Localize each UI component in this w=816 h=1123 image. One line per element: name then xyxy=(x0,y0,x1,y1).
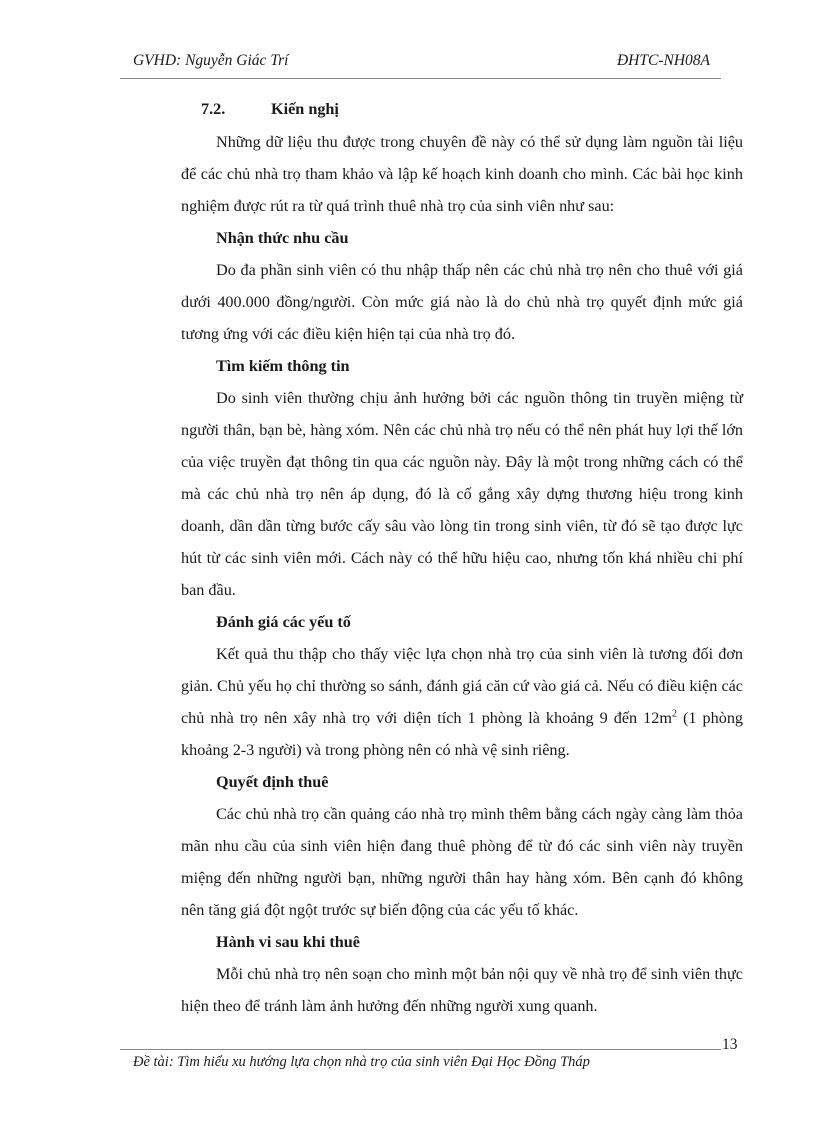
evaluation-text-1: Kết quả thu thập cho thấy việc lựa chọn nhà trọ của sinh viên là tương đối đơn giản. Chủ yếu họ chỉ thường so sánh, đánh giá căn cứ vào giá cả. Nếu có điều kiện các chủ nhà trọ nên xây nhà trọ với diện tích 1 phòng là khoảng 9 đến 12m xyxy=(181,645,743,727)
evaluation-text-2: (1 phòng khoảng 2-3 người) và trong phòng nên có nhà vệ sinh riêng. xyxy=(181,709,744,759)
intro-paragraph: Những dữ liệu thu được trong chuyên đề này có thể sử dụng làm nguồn tài liệu để các chủ nhà trọ tham khảo và lập kế hoạch kinh doanh cho mình. Các bài học kinh nghiệm được rút ra từ quá trình thuê nhà trọ của sinh viên như sau: xyxy=(181,133,743,215)
paragraph-info-search: Do sinh viên thường chịu ảnh hưởng bởi các nguồn thông tin truyền miệng từ người thân, bạn bè, hàng xóm. Nên các chủ nhà trọ nếu có thể nên phát huy lợi thế lớn của việc truyền đạt thông tin qua các nguồn này. Đây là một trong những cách có thể mà các chủ nhà trọ nên áp dụng, đó là cố gắng xây dựng thương hiệu trong kinh doanh, dần dần từng bước cấy sâu vào lòng tin trong sinh viên, từ đó sẽ tạo được lực hút từ các sinh viên mới. Cách này có thể hữu hiệu cao, nhưng tốn khá nhiều chi phí ban đầu. xyxy=(181,389,743,599)
header-divider xyxy=(120,78,721,79)
page-header xyxy=(133,52,710,72)
page-footer: Đề tài: Tìm hiểu xu hướng lựa chọn nhà trọ của sinh viên Đại Học Đồng Tháp xyxy=(133,1054,590,1070)
section-number: 7.2. xyxy=(201,100,226,118)
subheading-decision: Quyết định thuê xyxy=(216,773,329,791)
subheading-awareness: Nhận thức nhu cầu xyxy=(216,229,349,247)
area-superscript: 2 xyxy=(671,708,677,720)
subheading-post-rental: Hành vi sau khi thuê xyxy=(216,933,360,951)
header-advisor: GVHD: Nguyễn Giác Trí xyxy=(133,52,289,69)
paragraph-awareness: Do đa phần sinh viên có thu nhập thấp nên các chủ nhà trọ nên cho thuê với giá dưới 400.000 đồng/người. Còn mức giá nào là do chủ nhà trọ quyết định mức giá tương ứng với các điều kiện hiện tại của nhà trọ đó. xyxy=(181,261,743,343)
section-heading xyxy=(201,100,339,119)
subheading-evaluation: Đánh giá các yếu tố xyxy=(216,613,351,631)
subheading-info-search: Tìm kiếm thông tin xyxy=(216,357,350,375)
page-number: 13 xyxy=(722,1036,738,1053)
paragraph-post-rental: Mỗi chủ nhà trọ nên soạn cho mình một bản nội quy về nhà trọ để sinh viên thực hiện theo để tránh làm ảnh hưởng đến những người xung quanh. xyxy=(181,965,743,1015)
paragraph-decision: Các chủ nhà trọ cần quảng cáo nhà trọ mình thêm bằng cách ngày càng làm thỏa mãn nhu cầu của sinh viên hiện đang thuê phòng để từ đó các sinh viên này truyền miệng đến những người bạn, những người thân hay hàng xóm. Bên cạnh đó không nên tăng giá đột ngột trước sự biến động của các yếu tố khác. xyxy=(181,805,743,919)
header-class-code: ĐHTC-NH08A xyxy=(616,52,710,69)
footer-divider xyxy=(120,1049,721,1050)
paragraph-evaluation xyxy=(181,638,743,766)
document-body xyxy=(181,126,743,1022)
section-title: Kiến nghị xyxy=(271,100,339,118)
